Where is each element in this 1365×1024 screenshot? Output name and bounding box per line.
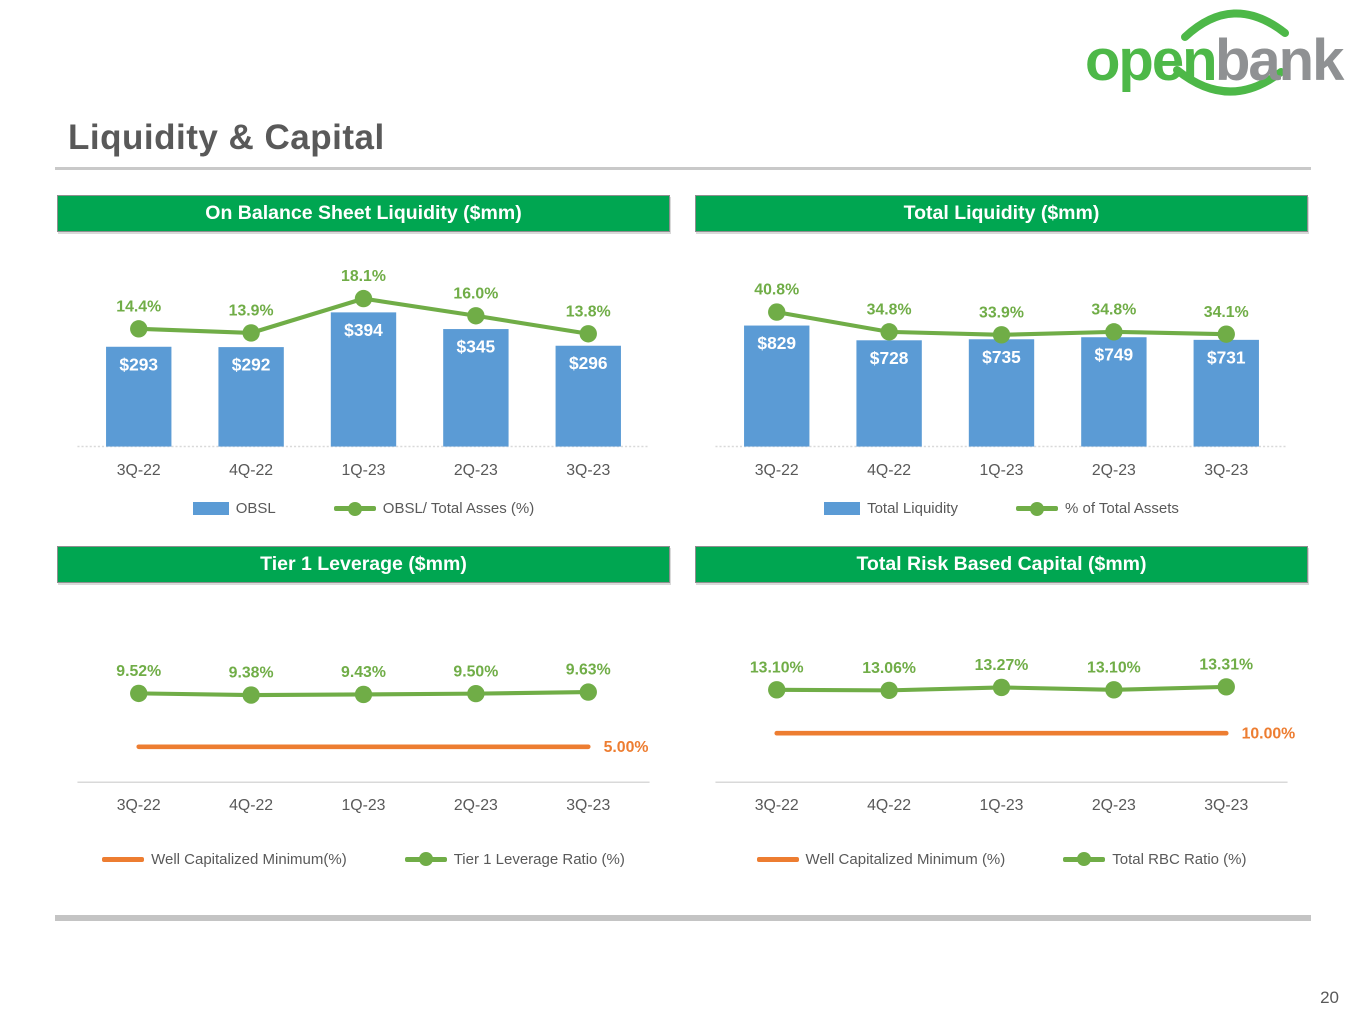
logo-bank-text: bank xyxy=(1215,28,1343,93)
bar-label: $345 xyxy=(456,336,496,357)
point-label: 16.0% xyxy=(453,285,499,303)
point-label: 13.27% xyxy=(974,656,1029,674)
legend-line-swatch-icon xyxy=(1063,857,1105,862)
panel-on-balance-sheet-liquidity xyxy=(57,195,670,520)
x-axis-label: 3Q-23 xyxy=(566,796,611,814)
line-dot xyxy=(242,686,259,703)
point-label: 13.06% xyxy=(862,659,916,677)
x-axis-label: 4Q-22 xyxy=(867,796,912,814)
point-label: 13.31% xyxy=(1199,656,1254,674)
charts-grid xyxy=(57,195,1308,870)
point-label: 33.9% xyxy=(979,304,1024,322)
legend-item xyxy=(102,851,347,868)
x-axis-label: 1Q-23 xyxy=(979,796,1024,814)
line-dot xyxy=(242,324,259,341)
point-label: 9.38% xyxy=(228,664,274,682)
line-dot xyxy=(130,684,147,701)
legend-item xyxy=(824,500,958,517)
legend-label: Total RBC Ratio (%) xyxy=(1112,850,1247,868)
point-label: 9.63% xyxy=(565,661,611,679)
logo-open-text: open xyxy=(1085,28,1216,93)
page-number: 20 xyxy=(1320,988,1339,1007)
legend-line-swatch-icon xyxy=(334,506,376,511)
chart-on-balance-sheet-liquidity xyxy=(57,232,670,498)
legend-item xyxy=(757,851,1006,868)
point-label: 40.8% xyxy=(754,281,800,299)
legend xyxy=(695,498,1308,520)
legend-label: Well Capitalized Minimum(%) xyxy=(151,850,347,868)
legend-label: Total Liquidity xyxy=(867,500,958,518)
legend-line-swatch-icon xyxy=(405,857,447,862)
panel-header: On Balance Sheet Liquidity ($mm) xyxy=(57,195,670,232)
x-axis-label: 2Q-23 xyxy=(1091,462,1136,480)
legend-label: OBSL xyxy=(235,500,276,518)
x-axis-label: 3Q-22 xyxy=(116,796,161,814)
title-divider xyxy=(55,167,1311,170)
threshold-label: 10.00% xyxy=(1241,724,1296,742)
point-label: 34.8% xyxy=(866,301,912,319)
legend-item xyxy=(1063,851,1246,868)
x-axis-label: 3Q-23 xyxy=(1204,462,1249,480)
legend-bar-swatch-icon xyxy=(193,502,229,515)
legend-label: Well Capitalized Minimum (%) xyxy=(805,850,1006,868)
line-dot xyxy=(880,323,897,340)
point-label: 9.43% xyxy=(341,663,386,681)
legend-line-swatch-icon xyxy=(757,857,799,862)
x-axis-label: 3Q-23 xyxy=(1204,796,1249,814)
point-label: 13.10% xyxy=(749,659,804,677)
threshold-label: 5.00% xyxy=(603,738,649,756)
x-axis-label: 4Q-22 xyxy=(229,796,274,814)
panel-total-liquidity xyxy=(695,195,1308,520)
line-dot xyxy=(355,290,372,307)
bar-label: $829 xyxy=(757,333,797,354)
x-axis-label: 1Q-23 xyxy=(341,796,386,814)
line-dot xyxy=(467,307,484,324)
x-axis-label: 1Q-23 xyxy=(979,462,1024,480)
point-label: 14.4% xyxy=(116,298,162,316)
point-label: 18.1% xyxy=(341,268,386,286)
legend-dot-icon xyxy=(348,502,362,516)
line-dot xyxy=(580,683,597,700)
panel-tier-1-leverage xyxy=(57,546,670,871)
x-axis-label: 4Q-22 xyxy=(867,462,912,480)
panel-header: Total Liquidity ($mm) xyxy=(695,195,1308,232)
legend-bar-swatch-icon xyxy=(824,502,860,515)
panel-header: Tier 1 Leverage ($mm) xyxy=(57,546,670,583)
x-axis-label: 1Q-23 xyxy=(341,462,386,480)
bar-label: $735 xyxy=(982,346,1021,367)
legend-dot-icon xyxy=(1077,852,1091,866)
x-axis-label: 2Q-23 xyxy=(1091,796,1136,814)
line-dot xyxy=(1218,325,1235,342)
point-label: 13.10% xyxy=(1087,659,1141,677)
bar-label: $728 xyxy=(869,347,909,368)
line-dot xyxy=(768,681,785,698)
point-label: 9.52% xyxy=(116,662,162,680)
line-dot xyxy=(880,681,897,698)
legend-item xyxy=(1016,500,1179,517)
legend-line-swatch-icon xyxy=(102,857,144,862)
x-axis-label: 2Q-23 xyxy=(453,462,498,480)
line-dot xyxy=(993,326,1010,343)
legend-item xyxy=(334,500,534,517)
legend xyxy=(57,848,670,870)
chart-tier-1-leverage xyxy=(57,583,670,849)
chart-total-risk-based-capital xyxy=(695,583,1308,849)
bar-label: $749 xyxy=(1094,344,1134,365)
point-label: 9.50% xyxy=(453,662,499,680)
x-axis-label: 3Q-22 xyxy=(754,796,799,814)
line-dot xyxy=(768,303,785,320)
point-label: 34.1% xyxy=(1203,303,1249,321)
page-title: Liquidity & Capital xyxy=(68,118,385,157)
bottom-divider xyxy=(55,915,1311,921)
x-axis-label: 3Q-22 xyxy=(116,462,161,480)
legend xyxy=(695,848,1308,870)
x-axis-label: 3Q-22 xyxy=(754,462,799,480)
bar-label: $292 xyxy=(231,354,271,375)
line-dot xyxy=(1105,681,1122,698)
legend-dot-icon xyxy=(1030,502,1044,516)
x-axis-label: 4Q-22 xyxy=(229,462,274,480)
legend-label: OBSL/ Total Asses (%) xyxy=(382,500,535,518)
legend-item xyxy=(193,500,276,517)
legend-label: % of Total Assets xyxy=(1064,500,1179,518)
point-label: 13.9% xyxy=(228,302,274,320)
line-dot xyxy=(130,320,147,337)
x-axis-label: 2Q-23 xyxy=(453,796,498,814)
legend-item xyxy=(405,851,625,868)
panel-total-risk-based-capital xyxy=(695,546,1308,871)
line-dot xyxy=(993,678,1010,695)
legend-line-swatch-icon xyxy=(1016,506,1058,511)
openbank-logo xyxy=(1079,4,1351,104)
legend-dot-icon xyxy=(419,852,433,866)
bar-label: $293 xyxy=(119,354,159,375)
line-dot xyxy=(580,325,597,342)
line-dot xyxy=(467,685,484,702)
line-dot xyxy=(355,685,372,702)
chart-total-liquidity xyxy=(695,232,1308,498)
bar-label: $731 xyxy=(1206,347,1246,368)
line-dot xyxy=(1218,678,1235,695)
legend-label: Tier 1 Leverage Ratio (%) xyxy=(453,850,625,868)
legend xyxy=(57,498,670,520)
bar-label: $296 xyxy=(568,353,608,374)
point-label: 13.8% xyxy=(565,303,611,321)
bar-label: $394 xyxy=(344,319,383,340)
panel-header: Total Risk Based Capital ($mm) xyxy=(695,546,1308,583)
point-label: 34.8% xyxy=(1091,301,1137,319)
x-axis-label: 3Q-23 xyxy=(566,462,611,480)
line-dot xyxy=(1105,323,1122,340)
